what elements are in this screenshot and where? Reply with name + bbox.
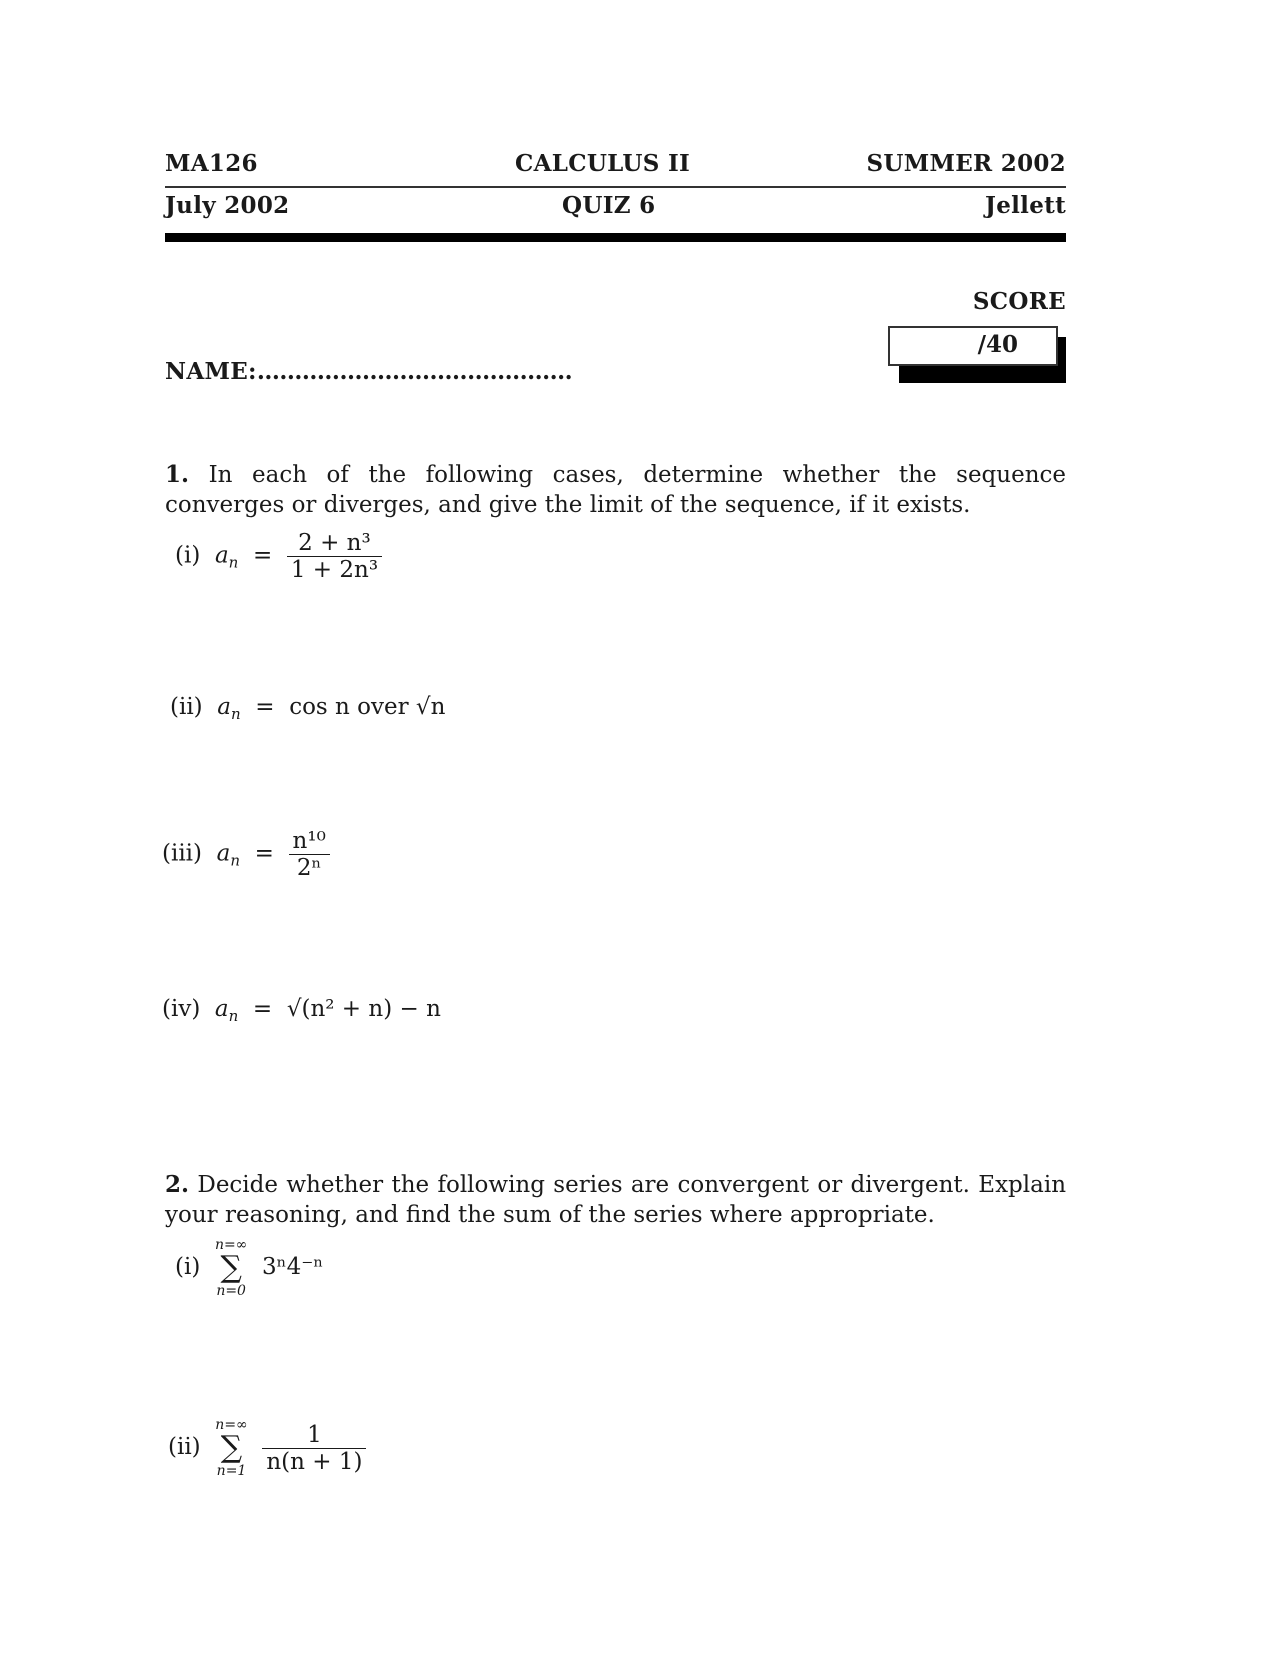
term: SUMMER 2002 [866,150,1066,177]
question-1-item-iv: (iv) $a_n = √(n^2 + n) - n$ [162,996,441,1025]
item-label: (ii) [168,1434,201,1460]
instructor: Jellett [985,192,1066,219]
numerator: n¹⁰ [292,828,326,854]
question-2-number: 2. [165,1171,190,1198]
sum-lower-limit: n=0 [216,1283,246,1299]
sum-upper-limit: n=∞ [215,1417,248,1433]
series-term: 3ⁿ4⁻ⁿ [261,1254,324,1280]
question-2-prompt: Decide whether the following series are convergent or divergent. Explain your reasoning, and find the sum of the series where appropriate. [165,1172,1067,1228]
question-2-item-i [175,1238,323,1298]
expression: √(n² + n) − n [286,996,441,1022]
header-bar [165,233,1066,242]
quiz-title: QUIZ 6 [562,192,656,219]
numerator: 2 + n³ [298,530,371,556]
quiz-date: July 2002 [165,192,290,219]
summation [215,1418,247,1478]
denominator: 1 + 2n³ [287,556,382,583]
question-1-item-ii: (ii) $a_n = \cos n$ over √n [170,694,446,723]
sum-lower-limit: n=1 [216,1463,247,1479]
item-label: (i) [175,1254,201,1280]
fraction [287,530,382,583]
item-label: (iii) [162,840,203,867]
score-box[interactable] [888,326,1058,366]
expression: cos n over √n [289,694,446,720]
fraction [262,1422,366,1475]
course-title: CALCULUS II [515,150,691,177]
sigma-symbol: ∑ [220,1250,242,1285]
course-code: MA126 [165,150,258,177]
question-2-item-ii [168,1418,366,1478]
fraction [289,828,330,881]
name-field[interactable] [165,358,572,385]
question-1-prompt: In each of the following cases, determine whether the sequence converges or diverges, and give the limit of the sequence, if it exists. [165,462,1067,518]
numerator: 1 [307,1421,322,1448]
denominator: n(n + 1) [262,1448,366,1475]
question-1-item-iii: (iii) $a_n$ = $\frac{\text{n¹⁰}}{\text{2ⁿ}}$ [162,828,330,881]
question-1-text [165,460,1066,520]
item-label: (ii) [170,694,203,720]
name-label: NAME: [165,358,257,385]
score-label: SCORE [972,288,1066,315]
name-dots: .......................................... [256,358,573,385]
sigma-symbol: ∑ [220,1430,243,1465]
sum-upper-limit: n=∞ [214,1237,248,1253]
score-value: /40 [977,331,1018,358]
question-2-text [165,1170,1066,1230]
summation [215,1238,247,1298]
header-divider [165,186,1066,188]
item-label: (i) [175,542,201,569]
question-1-item-i: (i) $a_n$ = $\frac{\text{2 + n³}}{\text{1 + 2n³}}$ [175,530,382,583]
item-label: (iv) [162,996,201,1022]
denominator: 2ⁿ [289,854,330,881]
question-1-number: 1. [165,461,190,488]
